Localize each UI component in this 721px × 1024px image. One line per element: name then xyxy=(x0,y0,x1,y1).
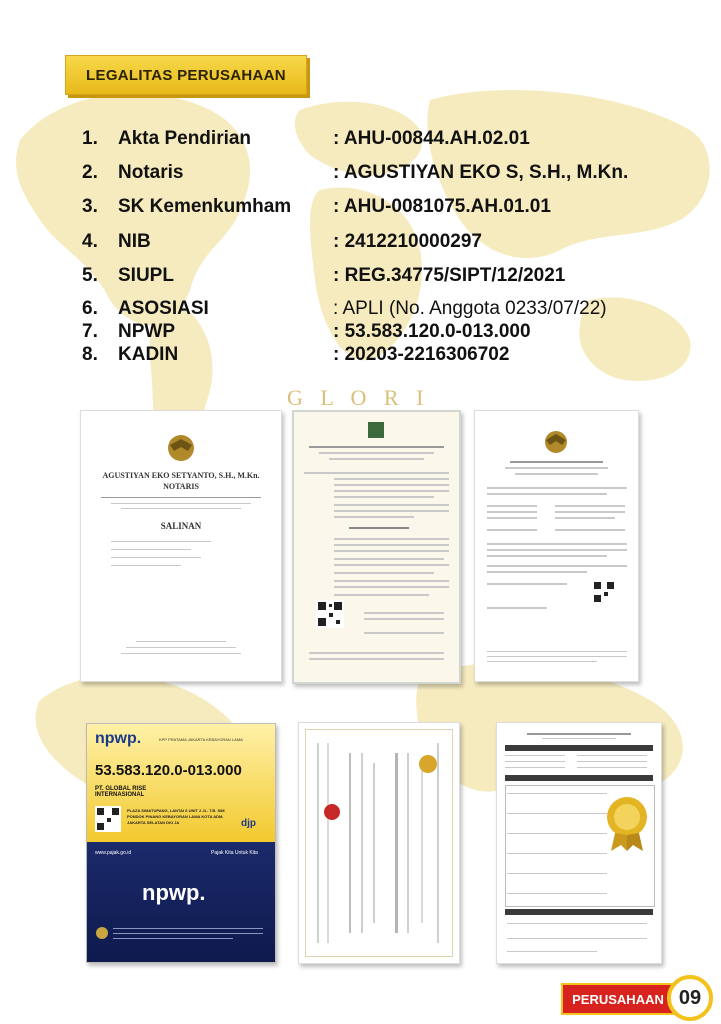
item-label: SIUPL xyxy=(118,265,174,286)
list-item xyxy=(0,344,721,370)
item-value: : APLI (No. Anggota 0233/07/22) xyxy=(333,298,607,319)
page-number-badge xyxy=(667,975,713,1021)
garuda-emblem-icon xyxy=(543,429,569,455)
djp-logo: djp xyxy=(241,818,256,829)
notary-role: NOTARIS xyxy=(163,482,199,491)
item-value: : AGUSTIYAN EKO S, S.H., M.Kn. xyxy=(333,162,629,183)
item-label: Akta Pendirian xyxy=(118,128,252,149)
association-logo-icon xyxy=(417,753,439,775)
item-value: : REG.34775/SIPT/12/2021 xyxy=(333,265,566,286)
sk-kemenkumham-document[interactable] xyxy=(292,410,461,684)
item-value: : AHU-00844.AH.02.01 xyxy=(333,128,530,149)
legal-info-list xyxy=(0,0,721,380)
item-value: : 53.583.120.0-013.000 xyxy=(333,321,531,342)
list-item xyxy=(0,231,721,257)
gold-seal-icon xyxy=(605,793,649,853)
npwp-brand-logo-back: npwp. xyxy=(142,880,206,905)
item-number: 4. xyxy=(82,231,98,252)
list-item xyxy=(0,162,721,188)
list-item xyxy=(0,265,721,291)
page-number: 09 xyxy=(678,986,702,1009)
footer-section-badge xyxy=(563,985,673,1013)
item-value: : 20203-2216306702 xyxy=(333,344,510,365)
item-number: 2. xyxy=(82,162,98,183)
item-number: 6. xyxy=(82,298,98,319)
item-label: NPWP xyxy=(118,321,175,342)
registration-form-document[interactable] xyxy=(496,722,662,964)
nib-document[interactable] xyxy=(474,410,639,682)
notary-deed-document[interactable] xyxy=(80,410,282,682)
item-label: NIB xyxy=(118,231,151,252)
item-value: : 2412210000297 xyxy=(333,231,482,252)
qr-code-icon xyxy=(95,806,121,832)
item-number: 3. xyxy=(82,196,98,217)
item-number: 1. xyxy=(82,128,98,149)
section-title: LEGALITAS PERUSAHAAN xyxy=(86,66,286,84)
npwp-company: PT. GLOBAL RISE INTERNASIONAL xyxy=(95,786,147,798)
list-item xyxy=(0,196,721,222)
item-number: 8. xyxy=(82,344,98,365)
npwp-card-back xyxy=(87,842,275,962)
footer-section-label: PERUSAHAAN xyxy=(572,991,664,1007)
npwp-card-document[interactable] xyxy=(86,723,276,963)
djp-seal-icon xyxy=(95,926,109,940)
npwp-office: KPP PRATAMA JAKARTA KEBAYORAN LAMA xyxy=(159,737,243,742)
item-label: SK Kemenkumham xyxy=(118,196,292,217)
npwp-card-front xyxy=(87,724,275,842)
notary-name: AGUSTIYAN EKO SETYANTO, S.H., M.Kn. xyxy=(102,471,260,480)
item-label: KADIN xyxy=(118,344,179,365)
salinan-label: SALINAN xyxy=(160,521,202,531)
garuda-emblem-icon xyxy=(166,433,196,463)
watermark-text: G L O R I xyxy=(287,385,430,410)
item-number: 5. xyxy=(82,265,98,286)
item-label: Notaris xyxy=(118,162,184,183)
npwp-brand-logo: npwp. xyxy=(95,730,142,747)
list-item xyxy=(0,128,721,154)
seal-icon xyxy=(323,803,341,821)
item-number: 7. xyxy=(82,321,98,342)
npwp-website: www.pajak.go.id xyxy=(95,850,132,856)
qr-code-icon xyxy=(593,581,615,603)
qr-code-icon xyxy=(316,600,344,628)
item-value: : AHU-0081075.AH.01.01 xyxy=(333,196,551,217)
ministry-logo-icon xyxy=(366,420,386,440)
npwp-address: PLAZA SIMATUPANG, LANTAI 6 UNIT 2 JL. T.B. SIM PONDOK PINANG KEBAYORAN LAMA KOTA ADM. JAKARTA SELATAN DKI JA xyxy=(127,808,225,825)
npwp-number: 53.583.120.0-013.000 xyxy=(95,762,242,779)
asosiasi-certificate-document[interactable] xyxy=(298,722,460,964)
npwp-tagline: Pajak Kita Untuk Kita xyxy=(211,850,258,856)
item-label: ASOSIASI xyxy=(118,298,209,319)
